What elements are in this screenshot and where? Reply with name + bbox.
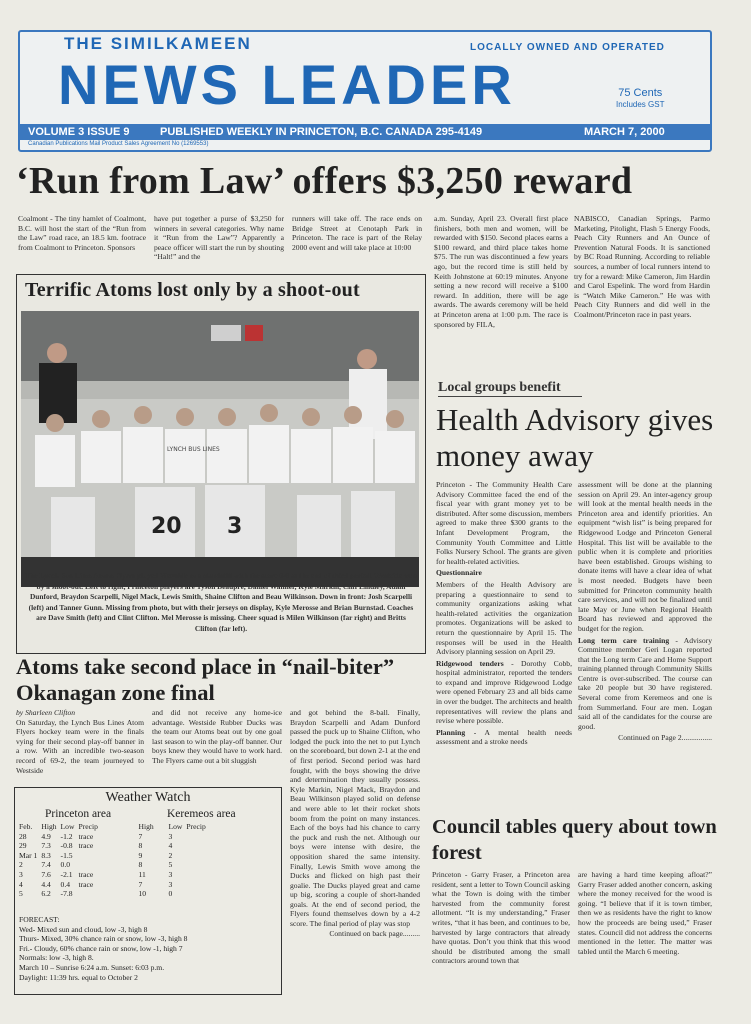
weather-cell (186, 851, 209, 861)
weather-cell: 4.4 (41, 879, 51, 889)
weather-row (19, 889, 210, 899)
weather-cell (78, 889, 138, 899)
forecast-label: FORECAST: (19, 915, 60, 924)
weather-cell: 0.0 (60, 860, 71, 870)
weather-header-cell: Feb. (19, 822, 33, 831)
weather-area-keremeos: Keremeos area (167, 808, 236, 820)
weather-cell: 8 (138, 841, 143, 851)
weather-row (19, 860, 210, 870)
atoms-continued: Continued on back page......... (329, 928, 420, 938)
weather-cell: trace (78, 869, 94, 879)
atoms-column-2: and did not receive any home-ice advantage. Westside Rubber Ducks was the team our Atoms beat out by one goal last season to win the play-off banner. Our boys knew they would have to work hard. The Flyers came out a bit sluggish (152, 708, 282, 765)
health-column-2 (578, 480, 712, 810)
lead-column-5: NABISCO, Canadian Springs, Parmo Marketing, Pitolight, Flash 5 Energy Foods, Peach City Runners and An Ounce of Prevention Natural Foods. It is sanctioned by BC Road Running. According to reliable sources, a number of local runners intend to try for a reward: Mike Cameron, Jim Hardin and Carol Espelink. The word from Hardin is “Watch Mike Cameron.” He was with Peach City Runners and did well in the Coalmont/Princeton race in past years. (574, 214, 710, 319)
atoms-column-1 (16, 708, 144, 780)
forecast-line: Wed- Mixed sun and cloud, low -3, high 8 (19, 924, 148, 934)
weather-cell: 8.3 (41, 850, 51, 860)
weather-cell: 11 (138, 869, 146, 879)
weather-cell: 4 (168, 841, 173, 851)
weather-cell: 10 (138, 889, 147, 899)
weather-cell: 3 (168, 869, 173, 879)
health-headline: Health Advisory gives money away (436, 402, 714, 473)
jersey-number-20: 20 (151, 514, 182, 539)
weather-header-cell: Low (60, 822, 75, 831)
weather-header-cell: Precip (186, 822, 206, 831)
weather-forecast (19, 915, 187, 982)
weather-header-cell: High (138, 822, 154, 831)
weather-cell: trace (78, 841, 94, 851)
weather-cell: -1.5 (60, 850, 73, 860)
weather-cell: -0.8 (60, 841, 73, 851)
weather-cell: 4 (19, 879, 23, 889)
weather-cell (186, 832, 209, 842)
health-col1-text-b: Members of the Health Advisory are preparing a questionnaire to send to community organizations asking what health-related activities the organization promotes. Organizations will be asked to return the questionnaire by April 15. The responses will be used in the Health Advisory planning session on April 29. (436, 579, 572, 657)
weather-row (19, 851, 210, 861)
photo-caption: The Lynch Bus Lines Atoms Flyers played Westside to a standstill with the score 6-6 at the end of third period. Westside won by a shoot-out. Left to right, Princeton players are Tyson Beaupré, Daniel Wanner, Kyle Markin, Cliff Lindley, Adam Dunford, Braydon Scarpelli, Nigel Mack, Lewis Smith, Shaine Clifton and Beau Wilkinson. Down in front: Josh Scarpelli (left) and Tanner Gunn. Missing from photo, but with their jerseys on display, Kyle Merosse and Brian Burnstad. Coaches are Dave Smith (left) and Clint Clifton. Mel Merosse is missing. Cheer squad is Milen Wilkinson (far right) and Britts Clifton (far left). (25, 571, 417, 633)
health-subhead-planning: Planning (436, 727, 466, 737)
council-column-2: are having a hard time keeping afloat?” Garry Fraser added another concern, asking where the money received for the wood is going. “I believe that if it is town timber, then we as residents have the right to know how the proceeds are being used,” Fraser states. Council did not address the concerns mentioned in the letter. The matter was tabled until the March 6 meeting. (578, 870, 712, 956)
weather-cell: 4.9 (41, 831, 51, 841)
photo-headline: Terrific Atoms lost only by a shoot-out (25, 279, 360, 301)
health-col2-text: assessment will be done at the planning session on April 29. An inter-agency group will look at the mental health needs in the Princeton area and identify priorities. An equipment “wish list” is being prepared for Ridgewood Lodge and Princeton General Hospital. This list will be available to the public when it is complete and priorities have been established. Groups wishing to donate items will have a clear idea of what is most needed. Budgets have been submitted for Princeton community health care services, and will not be finalized until late May or June when Regional Health Board has reviewed and approved the budget for the region. (578, 480, 712, 633)
weather-row (19, 880, 210, 890)
masthead-price (616, 87, 664, 111)
atoms-byline: by Sharleen Clifton (16, 708, 76, 717)
weather-header-cell: Precip (78, 822, 98, 831)
lead-column-1: Coalmont - The tiny hamlet of Coalmont, B.C. will host the start of the “Run from the Law” road race, an 18.5 km. footrace from Coalmont to Princeton. Sponsors (18, 214, 146, 252)
atoms-headline: Atoms take second place in “nail-biter” Okanagan zone final (16, 654, 395, 705)
weather-cell: 9 (138, 850, 143, 860)
team-photo (21, 311, 419, 587)
jersey-text: LYNCH BUS LINES (167, 446, 220, 453)
photo-feature (16, 274, 426, 654)
weather-cell: 7 (138, 879, 143, 889)
lead-column-3: runners will take off. The race ends on Bridge Street at Cenotaph Park in Princeton. The race is part of the Relay 2000 event and will take place at 10:00 (292, 214, 422, 252)
weather-cell: 6.2 (41, 889, 51, 899)
health-subhead-questionnaire: Questionnaire (436, 568, 482, 578)
weather-row (19, 870, 210, 880)
health-subhead-ridgewood: Ridgewood tenders (436, 658, 504, 668)
forecast-line: March 10 – Sunrise 6:24 a.m. Sunset: 6:03 p.m. (19, 962, 165, 972)
forecast-line: Daylight: 11:39 hrs. equal to October 2 (19, 972, 138, 982)
health-col2-text-b: - Advisory Committee member Geri Logan reported that the Long term Care and Home Support training planned through Community Skills Centre is over-subscribed. The course can take 20 people but 30 have registered. Several come from Keremeos and one is from Summerland. Four are men. Logan said all of the candidates for the course are good. (578, 635, 712, 731)
weather-row (19, 832, 210, 842)
atoms-column-1-text: On Saturday, the Lynch Bus Lines Atom Flyers hockey team were in the finals vying for their second play-off banner in a row. With an incredible two-season record of 69-2, the team journeyed to Westside (16, 717, 144, 775)
weather-cell (78, 860, 138, 870)
atoms-column-3-text: and got behind the 8-ball. Finally, Braydon Scarpelli and Adam Dunford passed the puck up to Shaine Clifton, who lodged the puck into the net to put Lynch on the scoreboard, but down 2-1 at the end of first period. Second period was hard fought, with the boys showing the drive and determination they usually possess. Kyle Markin, Nigel Mack, Braydon and Beau Wilkinson played solid on defense and were able to let their rocket shots boom from the point on many instances. Each of the boys had his chance to carry the puck and rush the net. Although our boys were intense with desire, the opposition shared the same intensity. Finally, Lewis Smith wove among the Ducks and flicked on high past their goalie. The Ducks played great and came up big, scoring a couple of short-handed goals. At the end of second period, the Flyers found themselves down by a 4-2 score. The final period of play was stop (290, 708, 420, 929)
health-col1-text-d: - A mental health needs assessment and a stroke needs (436, 727, 572, 747)
weather-cell (186, 889, 209, 899)
weather-cell: 29 (19, 841, 27, 851)
masthead (18, 30, 712, 152)
weather-cell: -1.2 (60, 831, 73, 841)
forecast-line: Thurs- Mixed, 30% chance rain or snow, low -3, high 8 (19, 934, 188, 944)
masthead-the: THE SIMILKAMEEN (64, 34, 252, 53)
masthead-info-bar (20, 124, 710, 140)
weather-watch-box (14, 787, 282, 995)
atoms-column-3 (290, 708, 420, 996)
weather-cell: 3 (168, 879, 173, 889)
lead-column-2: have put together a purse of $3,250 for winners in several categories. Why name it “Run from the Law”? Apparently a peace officer will start the run by shouting “Halt!” and the (154, 214, 284, 262)
jersey-number-3: 3 (227, 514, 243, 539)
weather-title: Weather Watch (105, 790, 191, 805)
weather-cell: trace (78, 831, 94, 841)
health-col1-text: Princeton - The Community Health Care Advisory Committee faced the end of the fiscal year with grant money yet to be distributed. After some discussion, members agreed to make three $300 grants to the Infant Development Program, the Community Youth Committee and Little Folks Nursery School. The grants are given for health-related activities. (436, 480, 572, 566)
price-value: 75 Cents (618, 87, 663, 99)
lead-column-4: a.m. Sunday, April 23. Overall first place finishers, both men and women, will be rewarded with $150. Second places earns a $100 reward, and third place takes home $75. The run was discontinued a few years ago, but the record time is still held by Keith Johnstone at 60:19 minutes. Anyone setting a new record will receive a $100 reward. In addition, there will be age awards. The awards ceremony will be held at Princeton arena at 1:00 p.m. The race is sponsored by FILA, (434, 214, 568, 329)
weather-cell: 7 (138, 831, 143, 841)
weather-cell (78, 851, 138, 861)
weather-area-princeton: Princeton area (45, 808, 112, 820)
registration-line: Canadian Publications Mail Product Sales Agreement No (1269553) (28, 141, 209, 147)
weather-cell: 2 (168, 850, 173, 860)
weather-cell: 7.6 (41, 869, 51, 879)
weather-cell: 8 (138, 860, 143, 870)
volume-issue: VOLUME 3 ISSUE 9 (28, 126, 130, 138)
masthead-title: NEWS LEADER (58, 53, 516, 116)
masthead-tagline: LOCALLY OWNED AND OPERATED (470, 42, 665, 53)
publication-info: PUBLISHED WEEKLY IN PRINCETON, B.C. CANADA 295-4149 (160, 126, 483, 138)
weather-header-row (19, 822, 210, 832)
weather-cell (186, 880, 209, 890)
weather-cell: -7.8 (60, 889, 73, 899)
health-subhead-longterm: Long term care training (578, 635, 670, 645)
weather-cell: 5 (19, 889, 23, 899)
weather-cell (186, 860, 209, 870)
health-continued: Continued on Page 2................ (618, 733, 712, 743)
forecast-line: Fri.- Cloudy, 60% chance rain or snow, low -1, high 7 (19, 943, 183, 953)
weather-table (19, 822, 210, 899)
weather-cell: Mar 1 (19, 850, 38, 860)
forecast-line: Normals: low -3, high 8. (19, 953, 94, 963)
council-headline: Council tables query about town forest (432, 816, 717, 864)
weather-cell (186, 841, 209, 851)
weather-cell: 0.4 (60, 879, 71, 889)
lead-headline: ‘Run from Law’ offers $3,250 reward (16, 160, 633, 202)
council-column-1: Princeton - Garry Fraser, a Princeton area resident, sent a letter to Town Council asking what the Town is doing with the timber harvested from the community forest allotment. “It is my understanding,” Fraser writes, “that it has been, and continues to be, harvested by large contractors that already have quotas. Don’t you think that this wood should be distributed among the small contractors around town that (432, 870, 570, 966)
weather-cell: 7.3 (41, 841, 51, 851)
health-kicker: Local groups benefit (438, 380, 561, 395)
weather-cell: trace (78, 879, 94, 889)
weather-cell: -2.1 (60, 869, 73, 879)
issue-date: MARCH 7, 2000 (584, 126, 665, 138)
weather-cell: 3 (168, 831, 173, 841)
health-column-1 (436, 480, 572, 810)
team-photo-image (21, 311, 419, 587)
weather-cell: 2 (19, 860, 23, 870)
weather-cell: 7.4 (41, 860, 51, 870)
weather-header-cell: Low (168, 822, 183, 831)
weather-row (19, 841, 210, 851)
weather-cell: 3 (19, 869, 23, 879)
weather-cell (186, 870, 209, 880)
kicker-rule (438, 396, 582, 397)
price-subtext: Includes GST (616, 100, 665, 109)
weather-header-cell: High (41, 822, 57, 831)
weather-cell: 0 (168, 889, 173, 899)
weather-cell: 28 (19, 831, 27, 841)
weather-cell: 5 (168, 860, 173, 870)
health-col1-text-c: - Dorothy Cobb, hospital administrator, reported the tenders to expand and improve Ridgewood Lodge were opened February 23 and all bids came in over the budget. The architects and health representatives will review the plans and revise where possible. (436, 658, 572, 726)
